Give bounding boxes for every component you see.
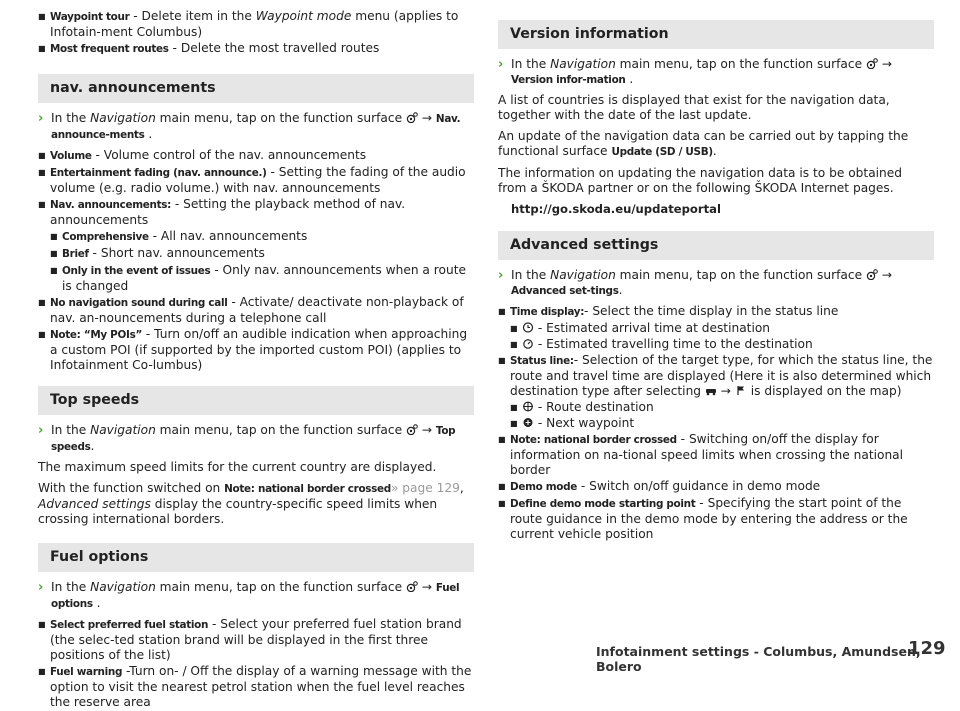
list-item-my-pois <box>38 327 474 373</box>
chevron-right-icon: › <box>38 423 44 438</box>
paragraph <box>38 481 474 527</box>
text: In the <box>511 57 551 71</box>
list-item-no-sound <box>38 295 474 326</box>
list-item-waypoint-tour <box>38 9 474 40</box>
text: With the function switched on <box>38 481 225 495</box>
target-icon <box>522 401 534 412</box>
sub-item-comprehensive <box>38 229 474 245</box>
text: menu (applies to Infotain-ment Columbus) <box>50 9 459 39</box>
text: main menu, tap on the function surface <box>155 580 406 594</box>
text: - Short nav. announcements <box>88 246 265 260</box>
term-brief: Brief <box>62 248 89 260</box>
arrow: → <box>421 423 433 437</box>
term-only-issues: Only in the event of issues <box>62 265 211 277</box>
text: - Selection of the target type, for which the status line, the route and travel time are displayed (Here it is also determined which destination type after selecting <box>510 353 933 398</box>
navigation-settings-icon <box>406 424 418 435</box>
update-portal-link[interactable]: http://go.skoda.eu/updateportal <box>511 202 721 216</box>
italic-text: Waypoint mode <box>255 9 352 23</box>
text: - Delete the most travelled routes <box>168 41 380 55</box>
intro-top-speeds <box>38 423 474 455</box>
text: - Specifying the start point of the route guidance in the demo mode by entering the address or the current vehicle position <box>510 496 908 541</box>
term-comprehensive: Comprehensive <box>62 231 149 243</box>
footer-chapter-title: Infotainment settings - Columbus, Amundsen, Bolero <box>596 644 921 674</box>
intro-version-information <box>498 57 934 88</box>
text: . <box>92 596 101 610</box>
intro-nav-announcements <box>38 111 474 143</box>
list-item-fuel-warning <box>38 664 474 710</box>
term-demo-start: Define demo mode starting point <box>510 498 696 510</box>
term-volume: Volume <box>50 150 92 162</box>
chevron-right-icon: › <box>38 111 44 126</box>
term-no-sound: No navigation sound during call <box>50 297 228 309</box>
sub-item-next-waypoint <box>498 416 934 431</box>
term-fading: Entertainment fading (nav. announce.) <box>50 167 267 179</box>
chevron-right-icon: › <box>498 268 504 283</box>
arrow: → <box>881 268 893 282</box>
text: main menu, tap on the function surface <box>615 268 866 282</box>
italic-text: Navigation <box>90 580 156 594</box>
text: - Estimated travelling time to the destination <box>534 337 813 351</box>
car-navigation-icon <box>705 385 717 396</box>
list-item-volume <box>38 148 474 164</box>
term-fuel-warning: Fuel warning <box>50 666 123 678</box>
section-heading-fuel-options: Fuel options <box>38 543 474 572</box>
list-item-demo-start <box>498 496 934 542</box>
list-item-national-border <box>498 432 934 478</box>
text: is displayed on the map) <box>746 384 902 398</box>
navigation-settings-icon <box>866 58 878 69</box>
text: . <box>712 144 717 158</box>
text: - All nav. announcements <box>148 229 308 243</box>
term-time-display: Time display: <box>510 306 585 318</box>
term-nav-announcements: Nav. announce-ments <box>51 113 461 141</box>
left-column <box>38 0 474 711</box>
text: In the <box>511 268 551 282</box>
list-item-fuel-station <box>38 617 474 663</box>
text: - Switch on/off guidance in demo mode <box>577 479 821 493</box>
paragraph: The information on updating the navigation data is to be obtained from a ŠKODA partner or on the following ŠKODA Internet pages. <box>498 166 903 195</box>
chevron-right-icon: › <box>498 57 504 72</box>
text: - Switching on/off the display for information on na-tional speed limits when crossing the national border <box>510 432 904 477</box>
text: main menu, tap on the function surface <box>155 423 406 437</box>
navigation-settings-icon <box>406 112 418 123</box>
text: An update of the navigation data can be carried out by tapping the functional surface <box>498 129 909 158</box>
text: -Turn on- / Off the display of a warning message with the option to visit the nearest petrol station when the fuel level reaches the reserve area <box>50 664 472 709</box>
text: . <box>625 72 634 86</box>
chevron-right-icon: › <box>38 580 44 595</box>
paragraph: The maximum speed limits for the current country are displayed. <box>38 460 437 474</box>
arrow: → <box>421 580 433 594</box>
list-item-status-line <box>498 353 934 399</box>
text: - Volume control of the nav. announcements <box>91 148 367 162</box>
section-heading-top-speeds: Top speeds <box>38 386 474 415</box>
list-item-demo-mode <box>498 479 934 495</box>
term-frequent-routes: Most frequent routes <box>50 43 169 55</box>
paragraph: A list of countries is displayed that exist for the navigation data, together with the date of the last update. <box>498 93 890 122</box>
intro-fuel-options <box>38 580 474 612</box>
text: - Setting the fading of the audio volume (e.g. radio volume.) with nav. announcements <box>50 165 466 195</box>
navigation-settings-icon <box>866 269 878 280</box>
text: display the country-specific speed limits when crossing international borders. <box>38 497 438 526</box>
sub-item-route-destination <box>498 400 934 415</box>
sub-item-only-issues <box>38 263 474 294</box>
list-item-announcements <box>38 197 474 228</box>
term-national-border: Note: national border crossed <box>510 434 677 446</box>
list-item-time-display <box>498 304 934 320</box>
term-national-border: Note: national border crossed <box>224 483 391 495</box>
clock-icon <box>522 322 534 333</box>
section-heading-version-information: Version information <box>498 20 934 49</box>
arrow: → <box>881 57 893 71</box>
term-version-information: Version infor-mation <box>511 74 626 86</box>
intro-advanced-settings <box>498 268 934 299</box>
text: main menu, tap on the function surface <box>155 111 406 125</box>
text: - Route destination <box>534 400 654 414</box>
text: . <box>144 127 153 141</box>
arrow: → <box>421 111 433 125</box>
italic-text: Advanced settings <box>38 497 151 511</box>
section-heading-nav-announcements: nav. announcements <box>38 74 474 103</box>
text: In the <box>51 111 91 125</box>
italic-text: Navigation <box>90 111 156 125</box>
text: , <box>459 481 464 495</box>
sub-item-travel <box>498 337 934 352</box>
text: - Activate/ deactivate non-playback of nav. an-nouncements during a telephone call <box>50 295 464 325</box>
text: - Delete item in the <box>129 9 256 23</box>
sub-item-arrival <box>498 321 934 336</box>
text: In the <box>51 580 91 594</box>
text: - Turn on/off an audible indication when approaching a custom POI (if supported by the imported custom POI) (applies to Infotainment Co-lumbus) <box>50 327 468 372</box>
text: - Next waypoint <box>534 416 635 430</box>
sub-item-brief <box>38 246 474 262</box>
waypoint-icon <box>522 417 534 428</box>
right-column <box>498 0 934 543</box>
text: . <box>90 439 95 453</box>
term-demo-mode: Demo mode <box>510 481 578 493</box>
navigation-settings-icon <box>406 581 418 592</box>
italic-text: Navigation <box>550 268 616 282</box>
arrow: → <box>720 384 731 398</box>
text: In the <box>51 423 91 437</box>
italic-text: Navigation <box>550 57 616 71</box>
italic-text: Navigation <box>90 423 156 437</box>
term-waypoint-tour: Waypoint tour <box>50 11 130 23</box>
page-number: 129 <box>908 638 946 659</box>
term-status-line: Status line: <box>510 355 574 367</box>
term-advanced-settings: Advanced set-tings <box>511 285 619 297</box>
paragraph <box>498 129 934 160</box>
term-top-speeds: Top speeds <box>51 425 456 453</box>
term-fuel-options: Fuel options <box>51 582 460 610</box>
text: - Select the time display in the status line <box>584 304 839 318</box>
text: - Estimated arrival time at destination <box>534 321 771 335</box>
term-update: Update (SD / USB) <box>611 146 713 158</box>
flag-icon <box>735 385 747 396</box>
list-item-fading <box>38 165 474 196</box>
term-announcements: Nav. announcements: <box>50 199 172 211</box>
text: - Only nav. announcements when a route is changed <box>62 263 466 293</box>
text: main menu, tap on the function surface <box>615 57 866 71</box>
text: . <box>618 283 623 297</box>
section-heading-advanced-settings: Advanced settings <box>498 231 934 260</box>
text: - Select your preferred fuel station brand (the selec-ted station brand will be displayed in the first three positions of the list) <box>50 617 462 662</box>
term-my-pois: Note: “My POIs” <box>50 329 143 341</box>
list-item-frequent-routes <box>38 41 474 57</box>
text: - Setting the playback method of nav. announcements <box>50 197 406 227</box>
stopwatch-icon <box>522 338 534 349</box>
page-reference-link[interactable]: » page 129 <box>390 481 460 495</box>
term-fuel-station: Select preferred fuel station <box>50 619 209 631</box>
